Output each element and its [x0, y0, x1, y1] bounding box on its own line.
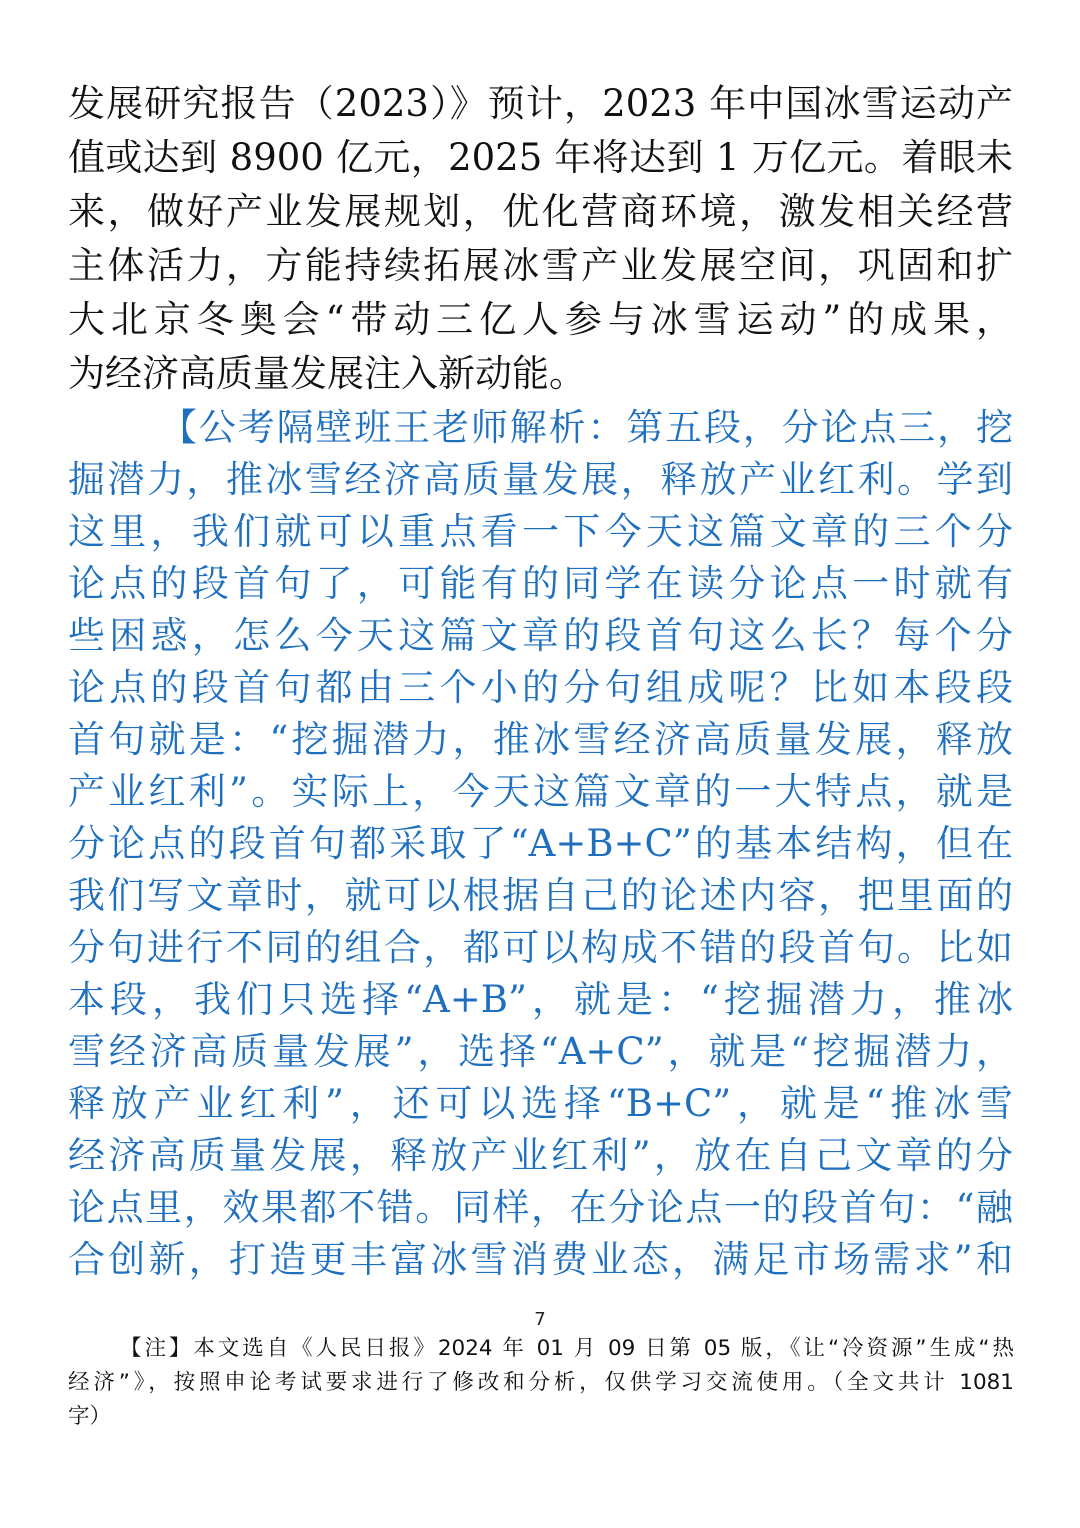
- analysis-line: 论点的段首句了，可能有的同学在读分论点一时就有: [68, 562, 1013, 605]
- analysis-line: 本段，我们只选择“A+B”，就是：“挖掘潜力，推冰: [68, 978, 1013, 1021]
- body-line: 主体活力，方能持续拓展冰雪产业发展空间，巩固和扩: [68, 244, 1013, 287]
- body-line: 为经济高质量发展注入新动能。: [68, 352, 586, 395]
- analysis-line: 我们写文章时，就可以根据自己的论述内容，把里面的: [68, 874, 1013, 917]
- analysis-line: 这里，我们就可以重点看一下今天这篇文章的三个分: [68, 510, 1013, 553]
- footnote-line: 经济”》，按照申论考试要求进行了修改和分析，仅供学习交流使用。（全文共计 1081: [68, 1370, 1014, 1395]
- body-line: 大北京冬奥会“带动三亿人参与冰雪运动”的成果，: [68, 298, 1013, 341]
- analysis-line: 些困惑，怎么今天这篇文章的段首句这么长？每个分: [68, 614, 1013, 657]
- page-number: 7: [534, 1309, 546, 1330]
- analysis-line: 首句就是：“挖掘潜力，推冰雪经济高质量发展，释放: [68, 718, 1013, 761]
- analysis-line: 雪经济高质量发展”，选择“A+C”，就是“挖掘潜力，: [68, 1030, 1013, 1073]
- analysis-line: 【公考隔壁班王老师解析：第五段，分论点三，挖: [160, 406, 1013, 449]
- analysis-line: 合创新，打造更丰富冰雪消费业态，满足市场需求”和: [68, 1238, 1013, 1281]
- analysis-line: 论点的段首句都由三个小的分句组成呢？比如本段段: [68, 666, 1013, 709]
- analysis-line: 分句进行不同的组合，都可以构成不错的段首句。比如: [68, 926, 1013, 969]
- body-line: 发展研究报告（2023）》预计，2023 年中国冰雪运动产: [68, 82, 1013, 125]
- footnote-line: 字）: [68, 1404, 112, 1429]
- analysis-line: 经济高质量发展，释放产业红利”，放在自己文章的分: [68, 1134, 1013, 1177]
- body-line: 值或达到 8900 亿元，2025 年将达到 1 万亿元。着眼未: [68, 136, 1013, 179]
- footnote-line: 【注】本文选自《人民日报》2024 年 01 月 09 日第 05 版，《让“冷资源”生成“热: [120, 1336, 1014, 1361]
- body-line: 来，做好产业发展规划，优化营商环境，激发相关经营: [68, 190, 1013, 233]
- analysis-line: 释放产业红利”，还可以选择“B+C”，就是“推冰雪: [68, 1082, 1013, 1125]
- analysis-line: 论点里，效果都不错。同样，在分论点一的段首句：“融: [68, 1186, 1013, 1229]
- analysis-line: 分论点的段首句都采取了“A+B+C”的基本结构，但在: [68, 822, 1013, 865]
- analysis-line: 产业红利”。实际上，今天这篇文章的一大特点，就是: [68, 770, 1013, 813]
- analysis-line: 掘潜力，推冰雪经济高质量发展，释放产业红利。学到: [68, 458, 1013, 501]
